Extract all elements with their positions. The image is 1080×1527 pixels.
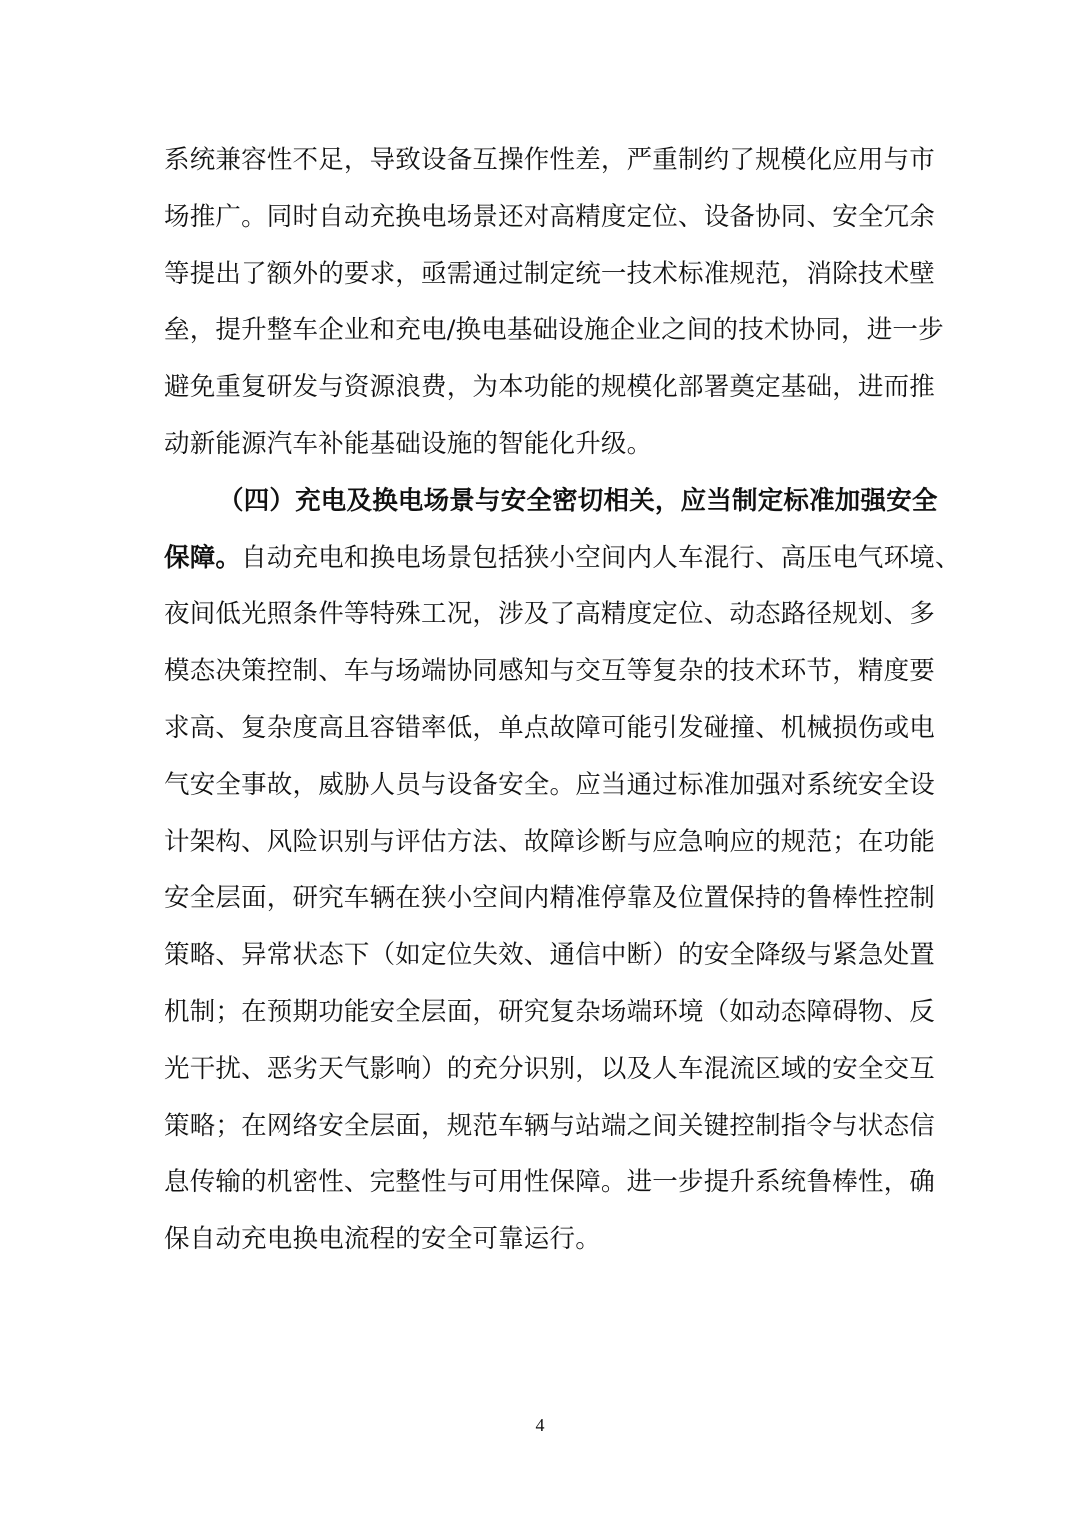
text-line: 策略、异常状态下（如定位失效、通信中断）的安全降级与紧急处置 xyxy=(164,940,936,971)
text-line: 等提出了额外的要求，亟需通过制定统一技术标准规范，消除技术壁 xyxy=(164,258,936,289)
text-line: 垒，提升整车企业和充电/换电基础设施企业之间的技术协同，进一步 xyxy=(164,315,944,346)
text-line: 安全层面，研究车辆在狭小空间内精准停靠及位置保持的鲁棒性控制 xyxy=(164,883,936,914)
text-line: 系统兼容性不足，导致设备互操作性差，严重制约了规模化应用与市 xyxy=(164,145,936,175)
text-line: 夜间低光照条件等特殊工况，涉及了高精度定位、动态路径规划、多 xyxy=(164,599,936,630)
text-line: 求高、复杂度高且容错率低，单点故障可能引发碰撞、机械损伤或电 xyxy=(164,712,936,743)
text-line xyxy=(164,530,961,587)
text-line: 避免重复研发与资源浪费，为本功能的规模化部署奠定基础，进而推 xyxy=(164,372,936,403)
text-line: 策略；在网络安全层面，规范车辆与站端之间关键控制指令与状态信 xyxy=(164,1110,936,1141)
paragraph-section-4 xyxy=(164,473,961,1268)
text-line: 计架构、风险识别与评估方法、故障诊断与应急响应的规范；在功能 xyxy=(164,826,936,857)
section-heading: （四）充电及换电场景与安全密切相关，应当制定标准加强安全 xyxy=(218,485,938,516)
text-line: 动新能源汽车补能基础设施的智能化升级。 xyxy=(164,428,653,459)
body-text xyxy=(164,132,961,1268)
text-line: 息传输的机密性、完整性与可用性保障。进一步提升系统鲁棒性，确 xyxy=(164,1167,936,1198)
section-heading-end: 保障。 xyxy=(164,542,242,573)
text-line: 模态决策控制、车与场端协同感知与交互等复杂的技术环节，精度要 xyxy=(164,656,936,687)
paragraph-compatibility xyxy=(164,132,944,473)
page-number: 4 xyxy=(535,1415,545,1435)
text-line: 光干扰、恶劣天气影响）的充分识别，以及人车混流区域的安全交互 xyxy=(164,1053,936,1084)
text-line: 气安全事故，威胁人员与设备安全。应当通过标准加强对系统安全设 xyxy=(164,769,936,800)
text-line: 机制；在预期功能安全层面，研究复杂场端环境（如动态障碍物、反 xyxy=(164,996,936,1027)
text-span: 自动充电和换电场景包括狭小空间内人车混行、高压电气环境、 xyxy=(241,542,961,573)
text-line: 保自动充电换电流程的安全可靠运行。 xyxy=(164,1224,601,1255)
text-line: 场推广。同时自动充换电场景还对高精度定位、设备协同、安全冗余 xyxy=(164,201,936,232)
